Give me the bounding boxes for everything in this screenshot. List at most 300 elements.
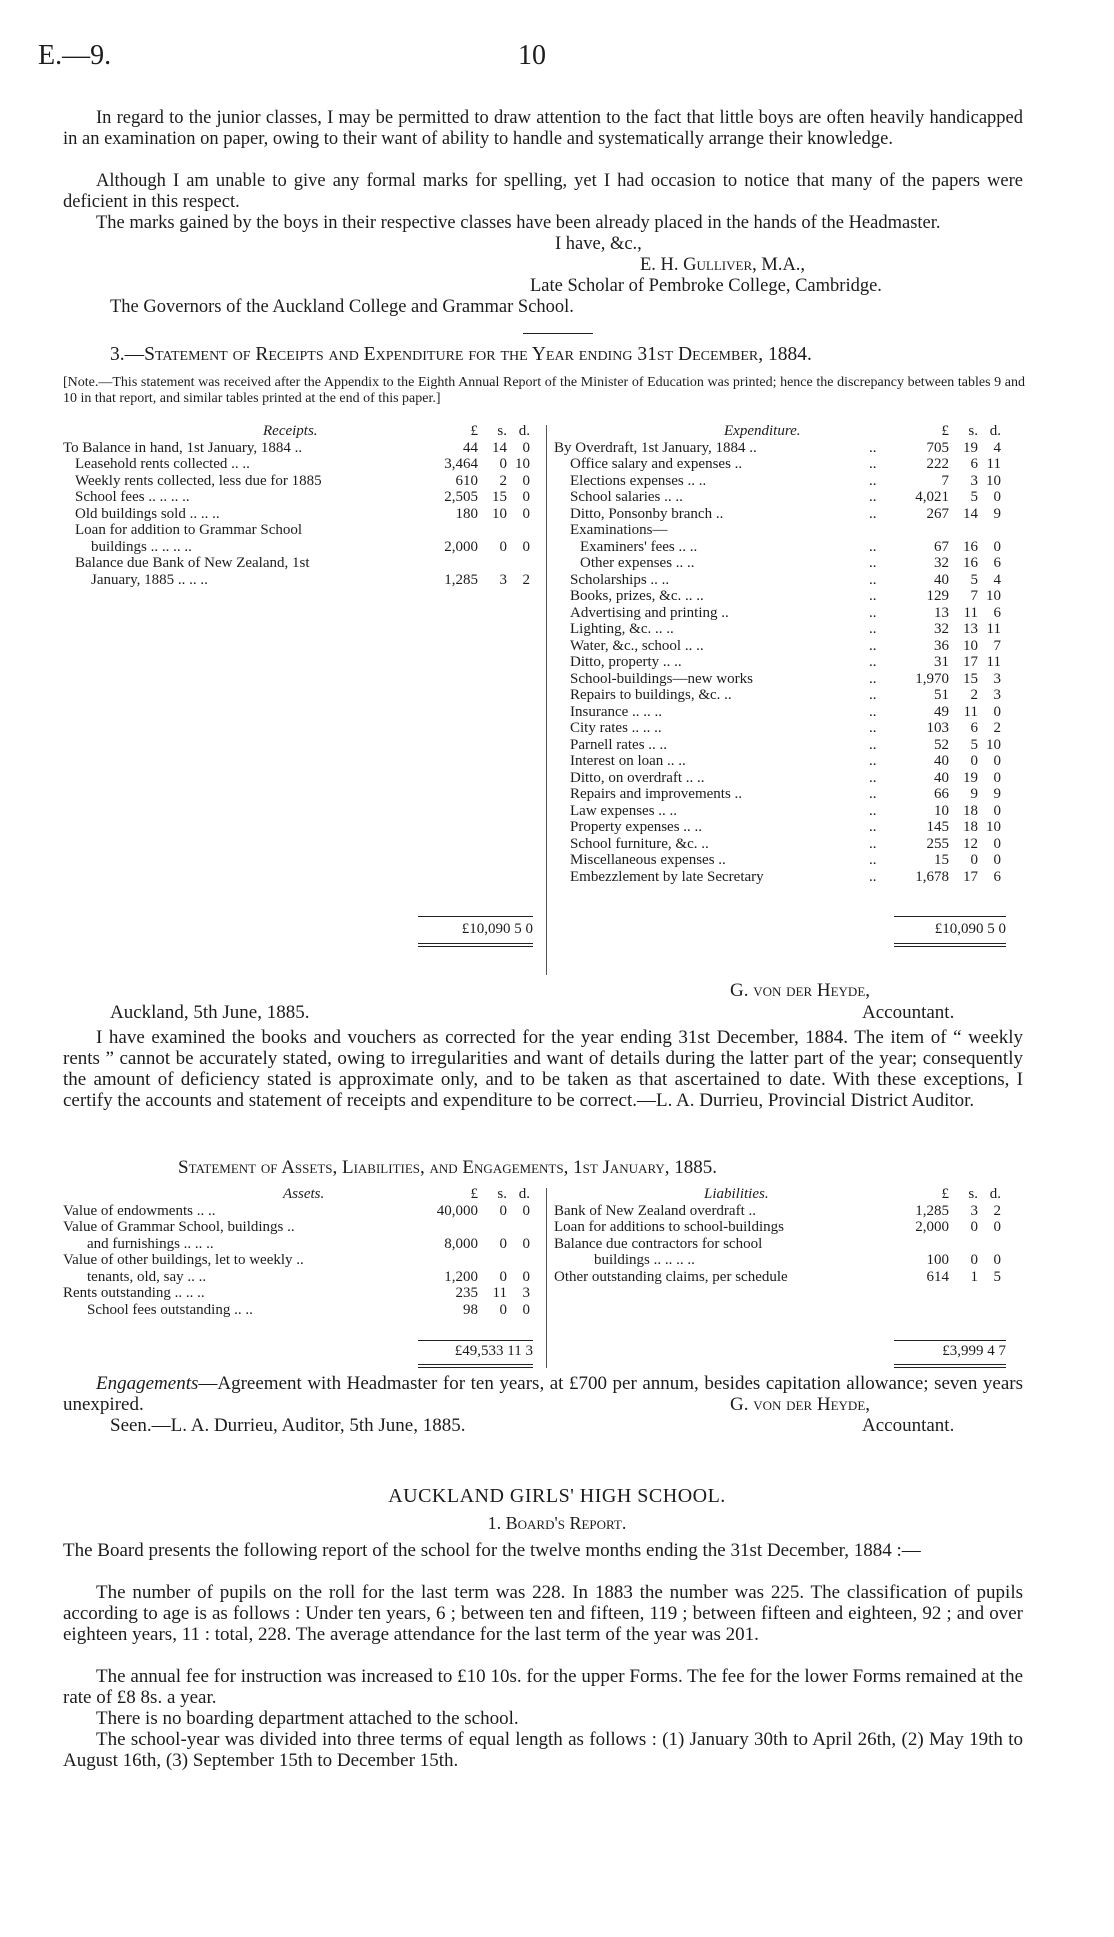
receipt-row-pence: 0 [522,489,530,505]
asset-row-label: Value of Grammar School, buildings .. [63,1219,295,1235]
expenditure-row [554,555,1024,572]
expenditure-row [554,737,1024,754]
girls-paragraph-3: The annual fee for instruction was increased to £10 10s. for the upper Forms. The fee for the lower Forms remained at the rate of £8 8s. a year. [63,1666,1023,1708]
assets-header [63,1186,543,1203]
expenditure-row-label: Examiners' fees .. .. [580,538,698,555]
asset-row-label: tenants, old, say .. .. [87,1268,207,1285]
expenditure-row-shillings: 11 [963,703,978,720]
expenditure-row-shillings: 0 [970,753,978,769]
receipt-row-pence: 2 [522,571,530,588]
expenditure-row-pence: 0 [993,769,1001,786]
receipt-row [63,522,543,539]
expenditure-row-label: Other expenses .. .. [580,555,695,571]
expenditure-row-pounds: 15 [934,852,949,868]
expenditure-row-pence: 3 [993,670,1001,687]
expenditure-row-leader: .. [869,637,877,654]
liability-row-pence: 0 [993,1219,1001,1235]
receipt-row-pounds: 44 [463,439,478,456]
expenditure-row-label: School salaries .. .. [570,489,683,505]
expenditure-row-label: Books, prizes, &c. .. .. [570,588,704,604]
expenditure-row-pounds: 129 [926,588,949,604]
asset-row-shillings: 0 [499,1268,507,1285]
statement-note: [Note.—This statement was received after the Appendix to the Eighth Annual Report of the Minister of Education was printed; hence the discrepancy between tables 9 and 10 in that report, and similar tables printed at the end of this paper.] [63,375,1025,406]
liability-row-pounds: 2,000 [915,1219,949,1235]
expenditure-row-label: Property expenses .. .. [570,819,703,835]
expenditure-row-pence: 7 [993,637,1001,654]
liability-row-shillings: 0 [970,1252,978,1268]
expenditure-row-leader: .. [869,802,877,819]
report-code: E.—9. [38,40,112,71]
receipt-row-shillings: 10 [492,505,507,522]
liability-row [554,1252,1024,1269]
expenditure-row-leader: .. [869,654,877,670]
receipt-row-shillings: 0 [499,456,507,472]
expenditure-table [554,423,1024,937]
expenditure-row [554,654,1024,671]
liability-row-shillings: 3 [970,1202,978,1219]
expenditure-total-rule [894,916,1006,917]
expenditure-row [554,539,1024,556]
expenditure-row-label: Insurance .. .. .. [570,703,663,720]
accountant-place-date: Auckland, 5th June, 1885. [110,1002,310,1023]
expenditure-row-pounds: 32 [934,621,949,637]
expenditure-row-label: Repairs to buildings, &c. .. [570,687,732,703]
receipt-row-label: buildings .. .. .. .. [91,538,192,555]
liability-row-shillings: 0 [970,1219,978,1235]
liability-row-label: Balance due contractors for school [554,1235,763,1252]
expenditure-row [554,638,1024,655]
liability-row-pence: 0 [993,1252,1001,1268]
expenditure-row-leader: .. [869,588,877,604]
liabilities-total-rule [894,1340,1006,1341]
expenditure-row-shillings: 7 [970,588,978,604]
expenditure-row-pounds: 40 [934,769,949,786]
expenditure-row-shillings: 17 [963,868,978,885]
expenditure-row-shillings: 5 [970,736,978,753]
liability-row-label: Loan for additions to school-buildings [554,1219,784,1235]
expenditure-row-pence: 11 [986,456,1001,472]
liability-row-label: buildings .. .. .. .. [594,1252,695,1268]
expenditure-row [554,473,1024,490]
asset-row [63,1302,543,1319]
col-pence: d. [518,1186,530,1202]
asset-row-pence: 0 [522,1202,530,1219]
expenditure-row-pence: 10 [986,588,1001,604]
expenditure-row-pence: 0 [993,802,1001,819]
expenditure-double-rule-1 [894,943,1006,944]
expenditure-row-shillings: 16 [963,538,978,555]
expenditure-row-label: Office salary and expenses .. [570,456,743,472]
expenditure-row-pence: 0 [993,753,1001,769]
receipt-row-label: Leasehold rents collected .. .. [75,456,250,472]
expenditure-row-leader: .. [869,538,877,555]
expenditure-row-leader: .. [869,819,877,835]
asset-row [63,1269,543,1286]
statement-heading: 3.—Statement of Receipts and Expenditure for the Year ending 31st December, 1884. [110,344,812,365]
expenditure-row-leader: .. [869,621,877,637]
expenditure-row-shillings: 6 [970,720,978,736]
girls-paragraph-1: The Board presents the following report of the school for the twelve months ending the 31st December, 1884 :— [63,1540,921,1561]
expenditure-row-pence: 0 [993,703,1001,720]
liabilities-heading: Liabilities. [704,1186,769,1202]
liability-row [554,1219,1024,1236]
liabilities-total: £3,999 4 7 [942,1343,1006,1359]
liabilities-double-rule-1 [894,1364,1006,1365]
expenditure-row-shillings: 6 [970,456,978,472]
page-number: 10 [518,40,546,71]
expenditure-row-label: Interest on loan .. .. [570,753,686,769]
expenditure-row-pounds: 145 [926,819,949,835]
expenditure-row-pence: 10 [986,736,1001,753]
expenditure-row [554,687,1024,704]
receipts-double-rule-1 [418,943,533,944]
expenditure-row [554,836,1024,853]
expenditure-row-shillings: 19 [963,769,978,786]
receipt-row [63,539,543,556]
accountant-role: Accountant. [862,1002,955,1023]
expenditure-row-pence: 10 [986,472,1001,489]
assets-double-rule-2 [418,1367,533,1368]
signoff-title: Late Scholar of Pembroke College, Cambridge. [530,276,882,296]
expenditure-row-pence: 11 [986,654,1001,670]
asset-row-pounds: 8,000 [444,1235,478,1252]
engagements-paragraph: Engagements—Agreement with Headmaster for ten years, at £700 per annum, besides capitation allowance; seven years unexpired. [63,1373,1023,1415]
asset-row-shillings: 0 [499,1202,507,1219]
expenditure-row-shillings: 9 [970,786,978,802]
expenditure-row-label: Parnell rates .. .. [570,736,668,753]
assets-total-rule [418,1340,533,1341]
expenditure-row [554,506,1024,523]
expenditure-row-leader: .. [869,703,877,720]
expenditure-row-pounds: 4,021 [915,489,949,505]
expenditure-row-shillings: 11 [963,604,978,621]
engagements-sign-role: Accountant. [862,1415,955,1436]
liability-row [554,1269,1024,1286]
expenditure-row-pounds: 103 [926,720,949,736]
expenditure-header [554,423,1024,440]
asset-row-label: Value of other buildings, let to weekly .. [63,1252,304,1268]
engagements-sign-name: G. von der Heyde, [730,1394,871,1415]
expenditure-row-label: Scholarships .. .. [570,571,670,588]
expenditure-row-pounds: 7 [941,472,949,489]
expenditure-row-pounds: 51 [934,687,949,703]
expenditure-row-pounds: 66 [934,786,949,802]
expenditure-row-label: Ditto, property .. .. [570,654,682,670]
asset-row [63,1236,543,1253]
expenditure-row-shillings: 13 [963,621,978,637]
liability-row-label: Other outstanding claims, per schedule [554,1268,788,1285]
expenditure-row-shillings: 10 [963,637,978,654]
expenditure-row [554,605,1024,622]
expenditure-row-label: Water, &c., school .. .. [570,637,704,654]
expenditure-row-leader: .. [869,456,877,472]
receipt-row-label: School fees .. .. .. .. [75,489,190,505]
signoff-name: E. H. Gulliver, M.A., [640,255,806,275]
liabilities-double-rule-2 [894,1367,1006,1368]
expenditure-row-pounds: 267 [926,505,949,522]
expenditure-row-pounds: 13 [934,604,949,621]
expenditure-row-leader: .. [869,786,877,802]
asset-row [63,1252,543,1269]
receipt-row-pounds: 2,000 [444,538,478,555]
receipt-row [63,456,543,473]
liabilities-table [554,1186,1024,1359]
section-divider [523,333,593,334]
expenditure-row-pence: 6 [993,555,1001,571]
expenditure-row-shillings: 17 [963,654,978,670]
liability-row-pence: 2 [993,1202,1001,1219]
assets-liabilities-divider [546,1188,547,1368]
expenditure-row-label: Lighting, &c. .. .. [570,621,674,637]
receipt-row-pence: 0 [522,505,530,522]
receipts-total-rule [418,916,533,917]
expenditure-row-leader: .. [869,505,877,522]
expenditure-row-label: Ditto, Ponsonby branch .. [570,505,724,522]
engagements-seen: Seen.—L. A. Durrieu, Auditor, 5th June, 1885. [110,1415,466,1436]
expenditure-row-pence: 6 [993,604,1001,621]
expenditure-row-shillings: 2 [970,687,978,703]
receipt-row-label: Weekly rents collected, less due for 1885 [75,472,322,489]
expenditure-row-pence: 3 [993,687,1001,703]
liability-row-pounds: 1,285 [915,1202,949,1219]
liability-row [554,1203,1024,1220]
expenditure-row-pounds: 10 [934,802,949,819]
receipt-row-shillings: 2 [499,472,507,489]
expenditure-row-pence: 6 [993,868,1001,885]
liabilities-header [554,1186,1024,1203]
receipt-row [63,572,543,589]
expenditure-row [554,786,1024,803]
asset-row-pounds: 98 [463,1301,478,1318]
auditor-paragraph: I have examined the books and vouchers as corrected for the year ending 31st December, 1884. The item of “ weekly rents ” cannot be accurately stated, owing to irregularities and want of details during the latter part of the year; consequently the amount of deficiency stated is approximate only, and to be taken as that ascertained to date. With these exceptions, I certify the accounts and statement of receipts and expenditure to be correct.—L. A. Durrieu, Provincial District Auditor. [63,1027,1023,1111]
asset-row-pence: 0 [522,1301,530,1318]
signoff-addressee: The Governors of the Auckland College and Grammar School. [110,297,574,317]
expenditure-row-leader: .. [869,670,877,687]
expenditure-heading: Expenditure. [724,423,801,439]
expenditure-row-shillings: 12 [963,835,978,852]
expenditure-row-leader: .. [869,736,877,753]
expenditure-row-shillings: 18 [963,819,978,835]
expenditure-row-label: School-buildings—new works [570,670,753,687]
intro-paragraph-2: Although I am unable to give any formal marks for spelling, yet I had occasion to notice that many of the papers were deficient in this respect. [63,171,1023,212]
receipt-row-label: January, 1885 .. .. .. [91,571,208,588]
asset-row-pence: 0 [522,1268,530,1285]
expenditure-row-pounds: 1,678 [915,868,949,885]
receipts-heading: Receipts. [263,423,318,439]
receipt-row [63,473,543,490]
expenditure-row-pounds: 49 [934,703,949,720]
expenditure-row-shillings: 5 [970,571,978,588]
expenditure-row-leader: .. [869,439,877,456]
col-pounds: £ [470,1186,478,1202]
expenditure-row [554,704,1024,721]
expenditure-row [554,489,1024,506]
asset-row [63,1203,543,1220]
girls-paragraph-5: The school-year was divided into three terms of equal length as follows : (1) January 30th to April 26th, (2) May 19th to August 16th, (3) September 15th to December 15th. [63,1729,1023,1771]
expenditure-row-leader: .. [869,604,877,621]
receipt-row-label: Loan for addition to Grammar School [75,522,303,538]
expenditure-row-pence: 2 [993,720,1001,736]
col-shillings: s. [968,1186,978,1202]
asset-row [63,1219,543,1236]
receipt-row-shillings: 15 [492,489,507,505]
expenditure-row-pounds: 52 [934,736,949,753]
expenditure-row-shillings: 14 [963,505,978,522]
assets-heading-label: Assets. [283,1186,325,1202]
asset-row-pounds: 235 [455,1285,478,1301]
receipt-row-shillings: 14 [492,439,507,456]
receipt-row-pence: 0 [522,439,530,456]
intro-paragraph-1: In regard to the junior classes, I may be permitted to draw attention to the fact that little boys are often heavily handicapped in an examination on paper, owing to their want of ability to handle and systematically arrange their knowledge. [63,108,1023,149]
asset-row-pounds: 40,000 [436,1202,478,1219]
col-pence: d. [989,1186,1001,1202]
receipts-total: £10,090 5 0 [461,921,533,937]
asset-row-pence: 3 [522,1285,530,1301]
expenditure-row-leader: .. [869,753,877,769]
liability-row-shillings: 1 [970,1268,978,1285]
receipts-expenditure-divider [546,425,547,975]
receipt-row-pounds: 1,285 [444,571,478,588]
girls-paragraph-4: There is no boarding department attached to the school. [96,1708,519,1729]
expenditure-row-pence: 0 [993,538,1001,555]
intro-paragraph-3: The marks gained by the boys in their respective classes have been already placed in the hands of the Headmaster. [96,213,941,233]
expenditure-row [554,440,1024,457]
receipt-row-pounds: 610 [455,472,478,489]
expenditure-row-pounds: 40 [934,753,949,769]
receipt-row-pence: 10 [515,456,530,472]
expenditure-row [554,456,1024,473]
expenditure-row-pence: 0 [993,835,1001,852]
expenditure-row-leader: .. [869,571,877,588]
expenditure-row-label: Embezzlement by late Secretary [570,868,764,885]
liability-row-label: Bank of New Zealand overdraft .. [554,1202,757,1219]
expenditure-row-pounds: 32 [934,555,949,571]
receipt-row-label: Old buildings sold .. .. .. [75,505,220,522]
expenditure-row-label: Elections expenses .. .. [570,472,707,489]
asset-row-label: School fees outstanding .. .. [87,1301,253,1318]
expenditure-row-pounds: 36 [934,637,949,654]
receipts-double-rule-2 [418,946,533,947]
asset-row-shillings: 11 [492,1285,507,1301]
expenditure-row-shillings: 0 [970,852,978,868]
expenditure-double-rule-2 [894,946,1006,947]
receipt-row [63,440,543,457]
col-pounds: £ [470,423,478,439]
expenditure-row-shillings: 19 [963,439,978,456]
expenditure-row-pounds: 31 [934,654,949,670]
expenditure-row-pence: 10 [986,819,1001,835]
col-pence: d. [989,423,1001,439]
receipt-row-label: Balance due Bank of New Zealand, 1st [75,555,310,571]
asset-row-label: Rents outstanding .. .. .. [63,1285,205,1301]
asset-row-pence: 0 [522,1235,530,1252]
expenditure-row [554,753,1024,770]
expenditure-row-label: School furniture, &c. .. [570,835,709,852]
expenditure-row-pounds: 1,970 [915,670,949,687]
asset-row-shillings: 0 [499,1301,507,1318]
expenditure-row-pence: 11 [986,621,1001,637]
assets-heading: Statement of Assets, Liabilities, and Engagements, 1st January, 1885. [178,1157,718,1178]
liability-row-pounds: 100 [926,1252,949,1268]
liability-row-pounds: 614 [926,1268,949,1285]
expenditure-row-leader: .. [869,687,877,703]
col-shillings: s. [497,1186,507,1202]
expenditure-row [554,621,1024,638]
expenditure-row-leader: .. [869,720,877,736]
assets-table [63,1186,543,1359]
expenditure-row-pence: 0 [993,852,1001,868]
accountant-name: G. von der Heyde, [730,980,871,1001]
expenditure-row-shillings: 16 [963,555,978,571]
expenditure-row-leader: .. [869,489,877,505]
asset-row-label: and furnishings .. .. .. [87,1235,214,1252]
receipt-row-pounds: 3,464 [444,456,478,472]
asset-row [63,1285,543,1302]
expenditure-row [554,588,1024,605]
expenditure-row [554,819,1024,836]
expenditure-row-pence: 9 [993,786,1001,802]
expenditure-row [554,671,1024,688]
expenditure-row-pounds: 67 [934,538,949,555]
receipt-row-pence: 0 [522,472,530,489]
receipts-header [63,423,543,440]
expenditure-row [554,770,1024,787]
expenditure-row-label: By Overdraft, 1st January, 1884 .. [554,439,757,456]
asset-row-label: Value of endowments .. .. [63,1202,216,1219]
col-pence: d. [518,423,530,439]
asset-row-pounds: 1,200 [444,1268,478,1285]
expenditure-row-pounds: 255 [926,835,949,852]
col-pounds: £ [941,423,949,439]
expenditure-row-label: Examinations— [570,522,668,538]
col-pounds: £ [941,1186,949,1202]
receipts-table [63,423,543,937]
expenditure-row-label: Ditto, on overdraft .. .. [570,769,705,786]
expenditure-row-shillings: 15 [963,670,978,687]
expenditure-total: £10,090 5 0 [934,921,1006,937]
expenditure-row-leader: .. [869,472,877,489]
expenditure-row-label: City rates .. .. .. [570,720,662,736]
expenditure-row-shillings: 3 [970,472,978,489]
expenditure-row-pence: 0 [993,489,1001,505]
expenditure-row-leader: .. [869,555,877,571]
expenditure-row-leader: .. [869,852,877,868]
expenditure-row-shillings: 18 [963,802,978,819]
expenditure-row [554,852,1024,869]
girls-school-subtitle: 1. Board's Report. [487,1513,627,1533]
expenditure-row-pence: 4 [993,439,1001,456]
expenditure-row-pounds: 222 [926,456,949,472]
expenditure-row [554,572,1024,589]
expenditure-row [554,720,1024,737]
expenditure-row [554,869,1024,886]
asset-row-shillings: 0 [499,1235,507,1252]
expenditure-row-label: Miscellaneous expenses .. [570,852,726,868]
receipt-row-pounds: 180 [455,505,478,522]
expenditure-row-pence: 9 [993,505,1001,522]
expenditure-row-leader: .. [869,835,877,852]
expenditure-row-leader: .. [869,868,877,885]
liability-row [554,1236,1024,1253]
receipt-row [63,489,543,506]
expenditure-row-label: Advertising and printing .. [570,604,729,621]
expenditure-row-pounds: 705 [926,439,949,456]
girls-paragraph-2: The number of pupils on the roll for the last term was 228. In 1883 the number was 225. The classification of pupils according to age is as follows : Under ten years, 6 ; between ten and fifteen, 119 ; between fifteen and eighteen, 92 ; and over eighteen years, 11 : total, 228. The average attendance for the last term of the year was 201. [63,1582,1023,1645]
receipt-row [63,555,543,572]
receipt-row-shillings: 3 [499,571,507,588]
receipt-row [63,506,543,523]
expenditure-row-pounds: 40 [934,571,949,588]
